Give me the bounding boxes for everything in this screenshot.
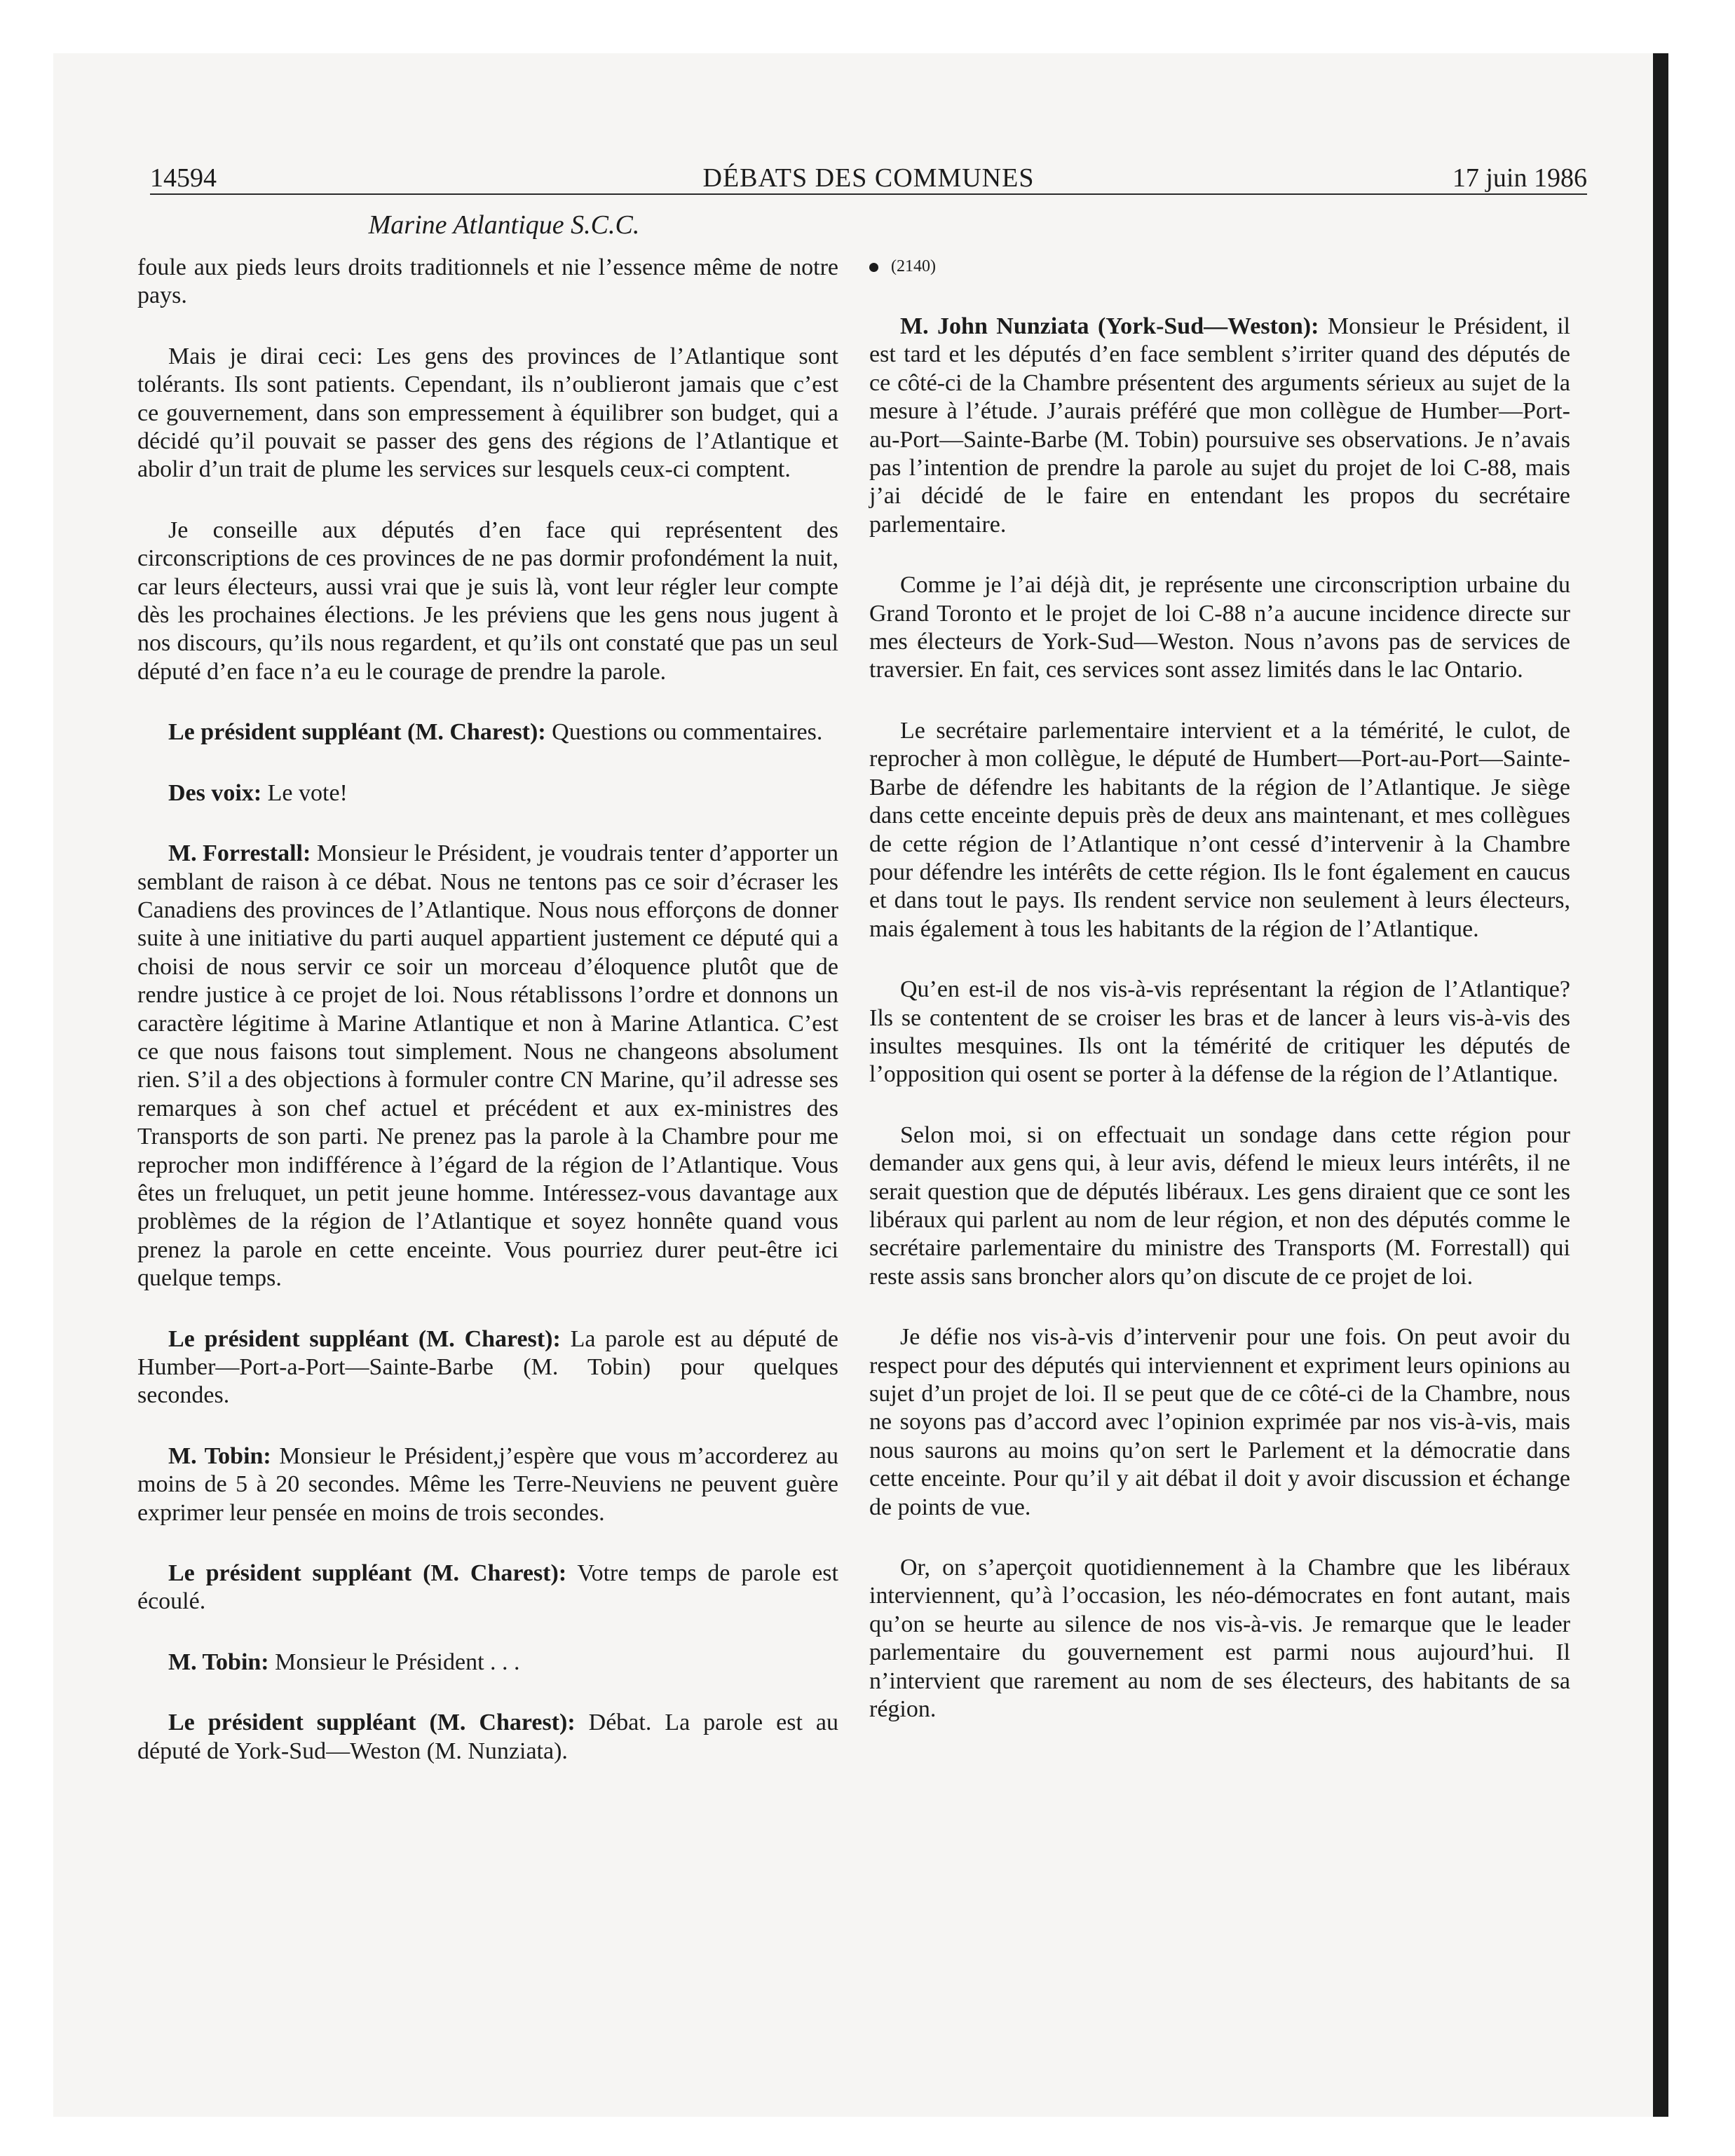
- speech-text: Monsieur le Président, je voudrais tenter d’apporter un semblant de raison à ce débat. Nous ne tentons pas ce soir d’écraser les Canadiens des provinces de l’Atlantique. Nous nous efforçons de donner suite à une initiative du parti auquel appartient justement ce député qui a choisi de nous servir ce soir un morceau d’éloquence plutôt que de rendre justice à ce projet de loi. Nous rétablissons l’ordre et donnons un caractère légitime à Marine Atlantique et non à Marine Atlantica. C’est ce que nous faisons tout simplement. Nous ne changeons absolument rien. S’il a des objections à formuler contre CN Marine, qu’il adresse ses remarques à son chef actuel et précédent et aux ex-ministres des Transports de son parti. Ne prenez pas la parole à la Chambre pour me reprocher mon indifférence à l’égard de la région de l’Atlantique. Vous êtes un freluquet, un petit jeune homme. Intéressez-vous davantage aux problèmes de la région de l’Atlantique et soyez honnête quand vous prenez la parole en cette enceinte. Vous pourriez durer peut-être ici quelque temps.: [137, 840, 838, 1292]
- speech-text: Le vote!: [261, 779, 348, 806]
- paragraph-text: Qu’en est-il de nos vis-à-vis représentant la région de l’Atlantique? Ils se contentent de se croiser les bras et de lancer à leurs vis-à-vis des insultes mesquines. Ils ont la témérité de critiquer les députés de l’opposition qui osent se porter à la défense de la région de l’Atlantique.: [869, 976, 1570, 1088]
- speech: [137, 1325, 838, 1410]
- speech-text: La parole est au député de Humber—Port-a-Port—Sainte-Barbe (M. Tobin) pour quelques secondes.: [137, 1325, 838, 1409]
- paragraph: [869, 571, 1570, 685]
- publication-date: 17 juin 1986: [1452, 163, 1587, 193]
- paragraph-text: Le secrétaire parlementaire intervient et a la témérité, le culot, de reprocher à mon collègue, le député de Humbert—Port-au-Port—Sainte-Barbe de défendre les habitants de la région de l’Atlantique. Je siège dans cette enceinte depuis près de deux ans maintenant, et mes collègues de cette région de l’Atlantique n’ont cessé d’intervenir à la Chambre pour défendre les intérêts de cette région. Ils le font également en caucus et dans tout le pays. Ils rendent service non seulement à leurs électeurs, mais également à tous les habitants de la région de l’Atlantique.: [869, 717, 1570, 942]
- paragraph-text: Selon moi, si on effectuait un sondage dans cette région pour demander aux gens qui, à leur avis, défend le mieux leurs intérêts, il ne serait question que de députés libéraux. Les gens diraient que ce sont les libéraux qui parlent au nom de leur région, et non des députés comme le secrétaire parlementaire du ministre des Transports (M. Forrestall) qui reste assis sans broncher alors qu’on discute de ce projet de loi.: [869, 1121, 1570, 1290]
- paragraph-text: Je conseille aux députés d’en face qui représentent des circonscriptions de ces provinces de ne pas dormir profondément la nuit, car leurs électeurs, aussi vrai que je suis là, vont leur régler leur compte dès les prochaines élections. Je les préviens que les gens nous jugent à nos discours, qu’ils nous regardent, et qu’ils ont constaté que pas un seul député d’en face n’a eu le courage de prendre la parole.: [137, 517, 838, 685]
- speech: [137, 718, 838, 746]
- speaker-name: M. Tobin:: [168, 1442, 271, 1469]
- speech: [137, 779, 838, 807]
- page-header: [150, 160, 1587, 202]
- speaker-name: M. John Nunziata (York-Sud—Weston):: [900, 313, 1319, 339]
- page-number: 14594: [150, 163, 217, 193]
- paragraph: [869, 976, 1570, 1089]
- speech: [137, 1649, 838, 1677]
- paragraph-text: Comme je l’ai déjà dit, je représente une circonscription urbaine du Grand Toronto et le projet de loi C-88 n’a aucune incidence directe sur mes électeurs de York-Sud—Weston. Nous n’avons pas de services de traversier. En fait, ces services sont assez limités dans le lac Ontario.: [869, 572, 1570, 683]
- paragraph-text: Or, on s’aperçoit quotidiennement à la Chambre que les libéraux interviennent, qu’à l’occasion, les néo-démocrates en font autant, mais qu’on se heurte au silence de nos vis-à-vis. Je remarque que le leader parlementaire du gouvernement est parmi nous aujourd’hui. Il n’intervient que rarement au nom de ses électeurs, des habitants de sa région.: [869, 1555, 1570, 1723]
- paragraph: [869, 717, 1570, 943]
- speech-text: Questions ou commentaires.: [545, 719, 823, 746]
- publication-title: DÉBATS DES COMMUNES: [702, 163, 1035, 193]
- speech: [137, 1442, 838, 1527]
- speaker-name: Le président suppléant (M. Charest):: [168, 1325, 561, 1352]
- speech: [869, 313, 1570, 539]
- paragraph: [869, 1121, 1570, 1291]
- paragraph: [869, 1554, 1570, 1724]
- speaker-name: M. Forrestall:: [168, 840, 311, 867]
- speech: [137, 1709, 838, 1766]
- speech-text: Monsieur le Président . . .: [268, 1649, 520, 1675]
- speaker-name: Le président suppléant (M. Charest):: [168, 719, 546, 746]
- time-stamp-text: (2140): [891, 257, 936, 275]
- paragraph-text: Je défie nos vis-à-vis d’intervenir pour une fois. On peut avoir du respect pour des députés qui interviennent et expriment leurs opinions au sujet d’un projet de loi. Il se peut que de ce côté-ci de la Chambre, nous ne soyons pas d’accord avec l’opinion exprimée par nos vis-à-vis, mais nous saurons au moins qu’on sert le Parlement et la démocratie dans cette enceinte. Pour qu’il y ait débat il doit y avoir discussion et échange de points de vue.: [869, 1324, 1570, 1520]
- subject-heading: Marine Atlantique S.C.C.: [368, 210, 640, 240]
- paragraph: [137, 254, 838, 311]
- speech-text: Votre temps de parole est écoulé.: [137, 1560, 838, 1615]
- speech: [137, 1560, 838, 1616]
- speaker-name: M. Tobin:: [168, 1649, 269, 1675]
- paragraph-text: foule aux pieds leurs droits traditionnels et nie l’essence même de notre pays.: [137, 254, 838, 309]
- time-stamp: [869, 252, 1570, 280]
- speech-text: Débat. La parole est au député de York-Sud—Weston (M. Nunziata).: [137, 1710, 838, 1764]
- paragraph-text: Mais je dirai ceci: Les gens des provinces de l’Atlantique sont tolérants. Ils sont patients. Cependant, ils n’oublieront jamais que c’est ce gouvernement, dans son empressement à équilibrer son budget, qui a décidé qu’il pouvait se passer des gens des régions de l’Atlantique et abolir d’un trait de plume les services sur lesquels ceux-ci comptent.: [137, 343, 838, 483]
- paragraph: [137, 517, 838, 686]
- paragraph: [137, 343, 838, 484]
- speaker-name: Des voix:: [168, 779, 262, 806]
- speaker-name: Le président suppléant (M. Charest):: [168, 1560, 567, 1587]
- speaker-name: Le président suppléant (M. Charest):: [168, 1710, 576, 1736]
- paragraph: [869, 1323, 1570, 1522]
- left-column: [137, 254, 838, 1766]
- right-column: [869, 252, 1570, 1724]
- header-rule: [150, 193, 1587, 195]
- scan-edge-bar: [1653, 53, 1668, 2117]
- bullet-dot-icon: [869, 263, 878, 272]
- speech-text: Monsieur le Président, il est tard et les députés d’en face semblent s’irriter quand des députés de ce côté-ci de la Chambre présentent des arguments sérieux au sujet de la mesure à l’étude. J’aurais préféré que mon collègue de Humber—Port-au-Port—Sainte-Barbe (M. Tobin) poursuive ses observations. Je n’avais pas l’intention de prendre la parole au sujet du projet de loi C-88, mais j’ai décidé de le faire en entendant les propos du secrétaire parlementaire.: [869, 313, 1571, 538]
- speech: [137, 840, 838, 1293]
- speech-text: Monsieur le Président,j’espère que vous m’accorderez au moins de 5 à 20 secondes. Même les Terre-Neuviens ne peuvent guère exprimer leur pensée en moins de trois secondes.: [137, 1442, 838, 1526]
